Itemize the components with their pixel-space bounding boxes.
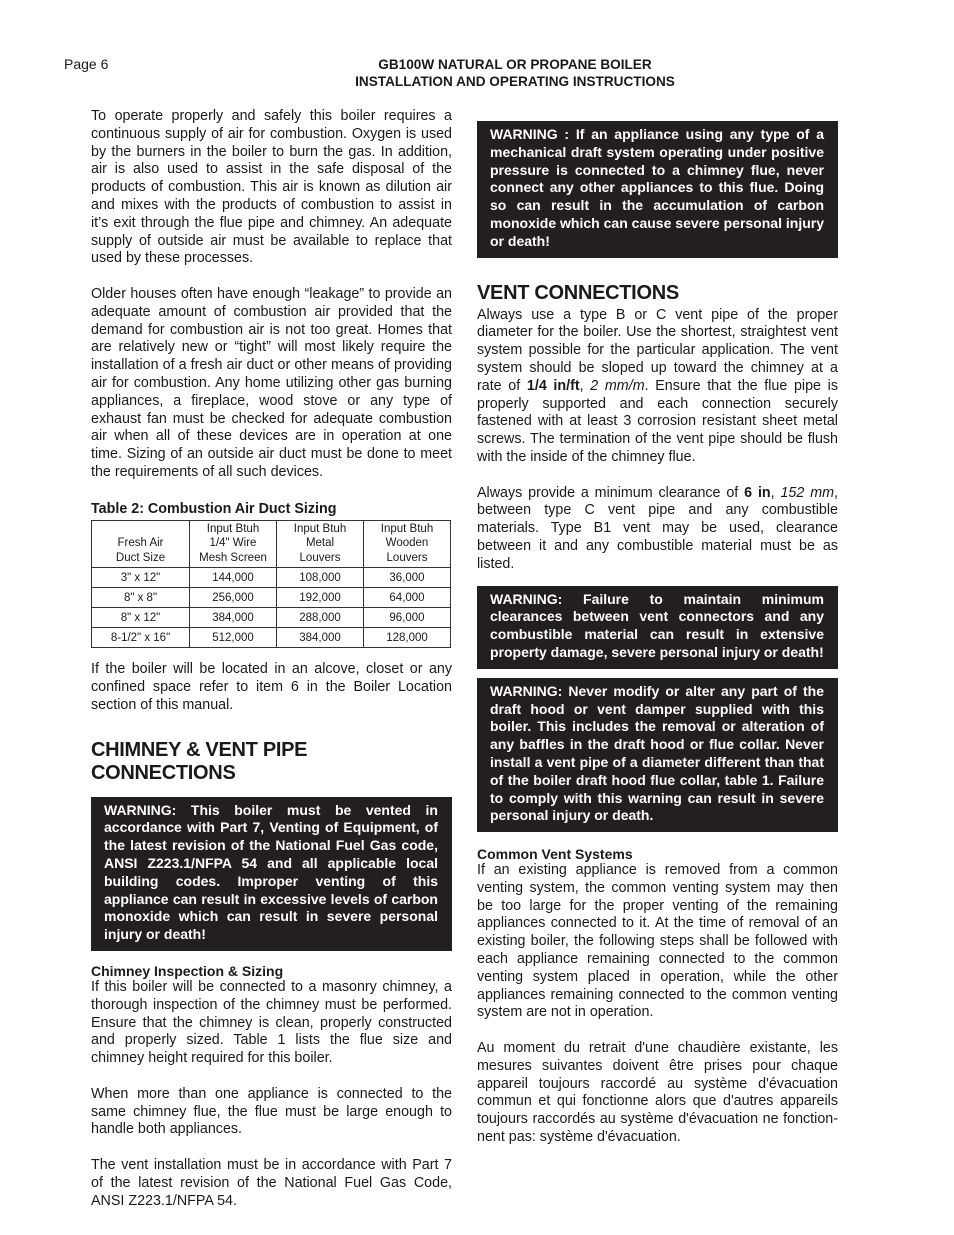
chimney-warning-text: WARNING: This boiler must be vented in accordance with Part 7, Venting of Equipment, of the latest revision of the National Fuel Gas code, ANSI Z223.1/NFPA 54 and all applicable local building codes. Improper venting of this appliance can result in excessive levels of carbon monoxide which can result in severe personal injury or death! <box>104 801 438 943</box>
common-vent-paragraph: If an existing appliance is removed from a common venting system, the common venting system may then be too large for the proper venting of the remaining appliances connected to it. At the time of removal of an existing boiler, the following steps shall be followed with each appliance remaining connected to the common venting system placed in operation, while the other appliances remaining connected to the common venting system are not in operation. <box>477 862 838 1021</box>
table-row <box>92 628 451 648</box>
table-header-cell: Input Btuh Metal Louvers <box>277 520 364 568</box>
table-cell: 8" x 8" <box>92 588 190 608</box>
header-line-2: INSTALLATION AND OPERATING INSTRUCTIONS <box>355 74 675 89</box>
table-cell: 8-1/2" x 16" <box>92 628 190 648</box>
table-cell: 3" x 12" <box>92 568 190 588</box>
table-cell: 128,000 <box>364 628 451 648</box>
chimney-vent-heading: CHIMNEY & VENT PIPE CONNECTIONS <box>91 738 308 784</box>
table-cell: 384,000 <box>277 628 364 648</box>
clearance-warning-text: WARNING: Failure to maintain minimum clearances between vent connectors and any combustible material can result in extensive property damage, severe personal injury or death! <box>490 590 824 660</box>
table-row <box>92 568 451 588</box>
french-paragraph: Au moment du retrait d'une chaudière existante, les mesures suivantes doivent être prises pour chaque appareil toujours raccordé au système d'évacuation commun et qui fonctionne alors que d'autres appareils toujours raccordés au système d'évacuation ne fonction-nent pas: système d'évacuation. <box>477 1040 838 1146</box>
header-line-1: GB100W NATURAL OR PROPANE BOILER <box>378 57 652 72</box>
table-cell: 512,000 <box>190 628 277 648</box>
page-number: Page 6 <box>64 56 109 72</box>
table-cell: 36,000 <box>364 568 451 588</box>
vent-connections-heading: VENT CONNECTIONS <box>477 281 679 304</box>
table-cell: 288,000 <box>277 608 364 628</box>
table-header-cell: Fresh Air Duct Size <box>92 520 190 568</box>
table-cell: 256,000 <box>190 588 277 608</box>
table-cell: 144,000 <box>190 568 277 588</box>
vent-installation-paragraph: The vent installation must be in accordance with Part 7 of the latest revision of the National Fuel Gas Code, ANSI Z223.1/NFPA 54. <box>91 1156 452 1209</box>
table-cell: 64,000 <box>364 588 451 608</box>
modify-warning-box <box>477 678 838 832</box>
chimney-warning-box <box>91 797 452 951</box>
table-row <box>92 588 451 608</box>
table-cell: 96,000 <box>364 608 451 628</box>
common-vent-subheading: Common Vent Systems <box>477 846 633 863</box>
chimney-inspection-subheading: Chimney Inspection & Sizing <box>91 963 284 979</box>
table-cell: 384,000 <box>190 608 277 628</box>
right-column <box>477 121 838 1147</box>
multiple-appliance-paragraph: When more than one appliance is connected to the same chimney flue, the flue must be large enough to handle both appliances. <box>91 1085 452 1138</box>
table-row <box>92 608 451 628</box>
table-cell: 108,000 <box>277 568 364 588</box>
leakage-paragraph: Older houses often have enough “leakage” to provide an adequate amount of combustion air provided that the demand for combustion air is not too great. Homes that are relatively new or “tight” will most likely require the installation of a fresh air duct or other means of providing air for combustion. Any home utilizing other gas burning appliances, a fireplace, wood stove or any type of exhaust fan must be checked for adequate combustion air when all of these devices are in operation at one time. Sizing of an outside air duct must be done to meet the requirements of all such devices. <box>91 285 452 480</box>
mechanical-draft-warning-text: WARNING : If an appliance using any type of a mechanical draft system operating under positive pressure is connected to a chimney flue, never connect any other appliances to this flue. Doing so can result in the accumulation of carbon monoxide which can cause severe personal injury or death! <box>490 126 824 249</box>
table-cell: 192,000 <box>277 588 364 608</box>
table-header-row <box>92 520 451 568</box>
table-title: Table 2: Combustion Air Duct Sizing <box>91 500 337 517</box>
table-cell: 8" x 12" <box>92 608 190 628</box>
table-header-cell: Input Btuh 1/4" Wire Mesh Screen <box>190 520 277 568</box>
document-header <box>250 56 780 90</box>
chimney-inspection-paragraph: If this boiler will be connected to a masonry chimney, a thorough inspection of the chimney must be performed. Ensure that the chimney is clean, properly constructed and properly sized. Table 1 lists the flue size and chimney height required for this boiler. <box>91 979 452 1067</box>
combustion-air-paragraph: To operate properly and safely this boiler requires a continuous supply of air for combustion. Oxygen is used by the burners in the boiler to burn the gas. In addition, air is also used to assist in the safe disposal of the products of combustion. This air is known as dilution air and mixes with the products of combustion to assist in it’s exit through the flue pipe and chimney. An adequate supply of outside air must be available to replace that used by these processes. <box>91 108 452 267</box>
clearance-warning-box <box>477 586 838 669</box>
table-header-cell: Input Btuh Wooden Louvers <box>364 520 451 568</box>
duct-sizing-table <box>91 520 451 649</box>
mechanical-draft-warning-box <box>477 121 838 258</box>
modify-warning-text: WARNING: Never modify or alter any part of the draft hood or vent damper supplied with this boiler. This includes the removal or alteration of any baffles in the draft hood or flue collar. Never install a vent pipe of a diameter different than that of the boiler draft hood flue collar, table 1. Failure to comply with this warning can result in severe personal injury or death. <box>490 682 824 824</box>
vent-pipe-paragraph: Always use a type B or C vent pipe of the proper diameter for the boiler. Use the shortest, straightest vent system possible for the particular application. The vent system should be sloped up toward the chimney at a rate of 1/4 in/ft, 2 mm/m. Ensure that the flue pipe is properly supported and each connection securely fastened with at least 3 corrosion resistant sheet metal screws. The termination of the vent pipe should be flush with the inside of the chimney flue. <box>477 306 838 465</box>
left-column <box>91 108 452 1210</box>
alcove-paragraph: If the boiler will be located in an alcove, closet or any confined space refer to item 6 in the Boiler Location section of this manual. <box>91 661 452 713</box>
clearance-paragraph: Always provide a minimum clearance of 6 in, 152 mm, between type C vent pipe and any combustible materials. Type B1 vent may be used, clearance between it and any combustible material must be as listed. <box>477 484 838 572</box>
